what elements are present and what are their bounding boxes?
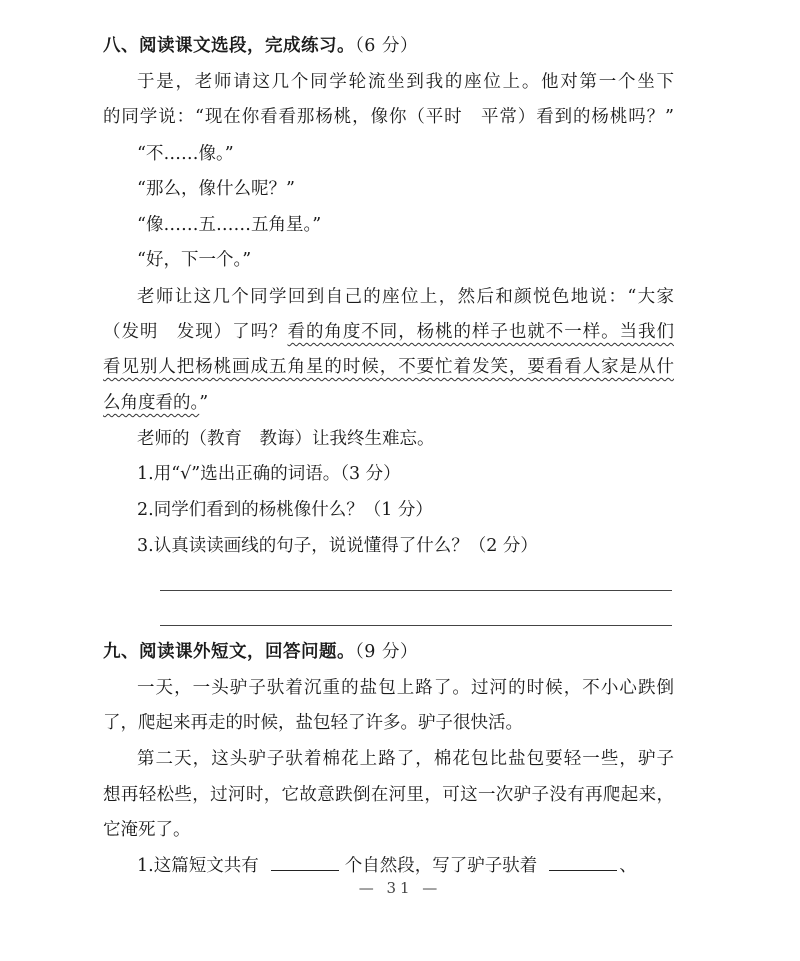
passage-8-line-9 [103,354,674,380]
passage-9-line-4: 想再轻松些，过河时，它故意跌倒在河里，可这一次驴子没有再爬起来， [103,785,674,805]
question-9-1-part-3: 、 [619,856,637,876]
section-9-heading [103,639,418,665]
passage-9-line-1: 一天，一头驴子驮着沉重的盐包上路了。过河的时候，不小心跌倒 [137,678,674,698]
question-8-2: 2.同学们看到的杨桃像什么？（1 分） [137,500,433,520]
closing-quote: ” [199,393,209,413]
passage-8-line-1: 于是，老师请这几个同学轮流坐到我的座位上。他对第一个坐下 [137,72,674,92]
blank-load-1[interactable] [549,854,617,871]
choice-faming-faxian: （发明 发现）了吗？ [103,322,288,342]
passage-9-line-2: 了，爬起来再走的时候，盐包轻了许多。驴子很快活。 [103,713,523,733]
page-number: — 31 — [358,879,442,897]
passage-8-line-6: “好，下一个。” [137,250,252,270]
passage-8-line-11: 老师的（教育 教诲）让我终生难忘。 [137,429,435,449]
passage-8-line-8 [103,319,674,345]
section-9-title: 九、阅读课外短文，回答问题。 [103,642,355,662]
question-8-1: 1.用“√”选出正确的词语。（3 分） [137,464,401,484]
underlined-sentence-part-3: 么角度看的。 [103,393,200,413]
underlined-sentence-part-1: 看的角度不同，杨桃的样子也就不一样。当我们 [287,322,674,342]
section-8-heading [103,33,418,59]
section-8-score: （6 分） [355,36,418,56]
answer-line-2[interactable] [160,625,672,626]
section-9-score: （9 分） [355,642,418,662]
question-8-3: 3.认真读读画线的句子，说说懂得了什么？（2 分） [137,536,538,556]
passage-8-line-2: 的同学说：“现在你看看那杨桃，像你（平时 平常）看到的杨桃吗？” [103,107,674,127]
answer-line-1[interactable] [160,590,672,591]
passage-8-line-10 [103,390,674,416]
passage-8-line-3: “不……像。” [137,144,234,164]
question-9-1 [137,853,637,879]
underlined-sentence-part-2: 看见别人把杨桃画成五角星的时候，不要忙着发笑，要看看人家是从什 [103,357,674,377]
blank-paragraph-count[interactable] [271,854,339,871]
passage-8-line-7: 老师让这几个同学回到自己的座位上，然后和颜悦色地说：“大家 [137,287,674,307]
question-9-1-part-2: 个自然段，写了驴子驮着 [344,856,538,876]
section-8-title: 八、阅读课文选段，完成练习。 [103,36,355,56]
passage-8-line-4: “那么，像什么呢？” [137,179,295,199]
question-9-1-part-1: 1.这篇短文共有 [137,856,259,876]
passage-8-line-5: “像……五……五角星。” [137,215,322,235]
passage-9-line-3: 第二天，这头驴子驮着棉花上路了，棉花包比盐包要轻一些，驴子 [137,749,674,769]
passage-9-line-5: 它淹死了。 [103,820,191,840]
